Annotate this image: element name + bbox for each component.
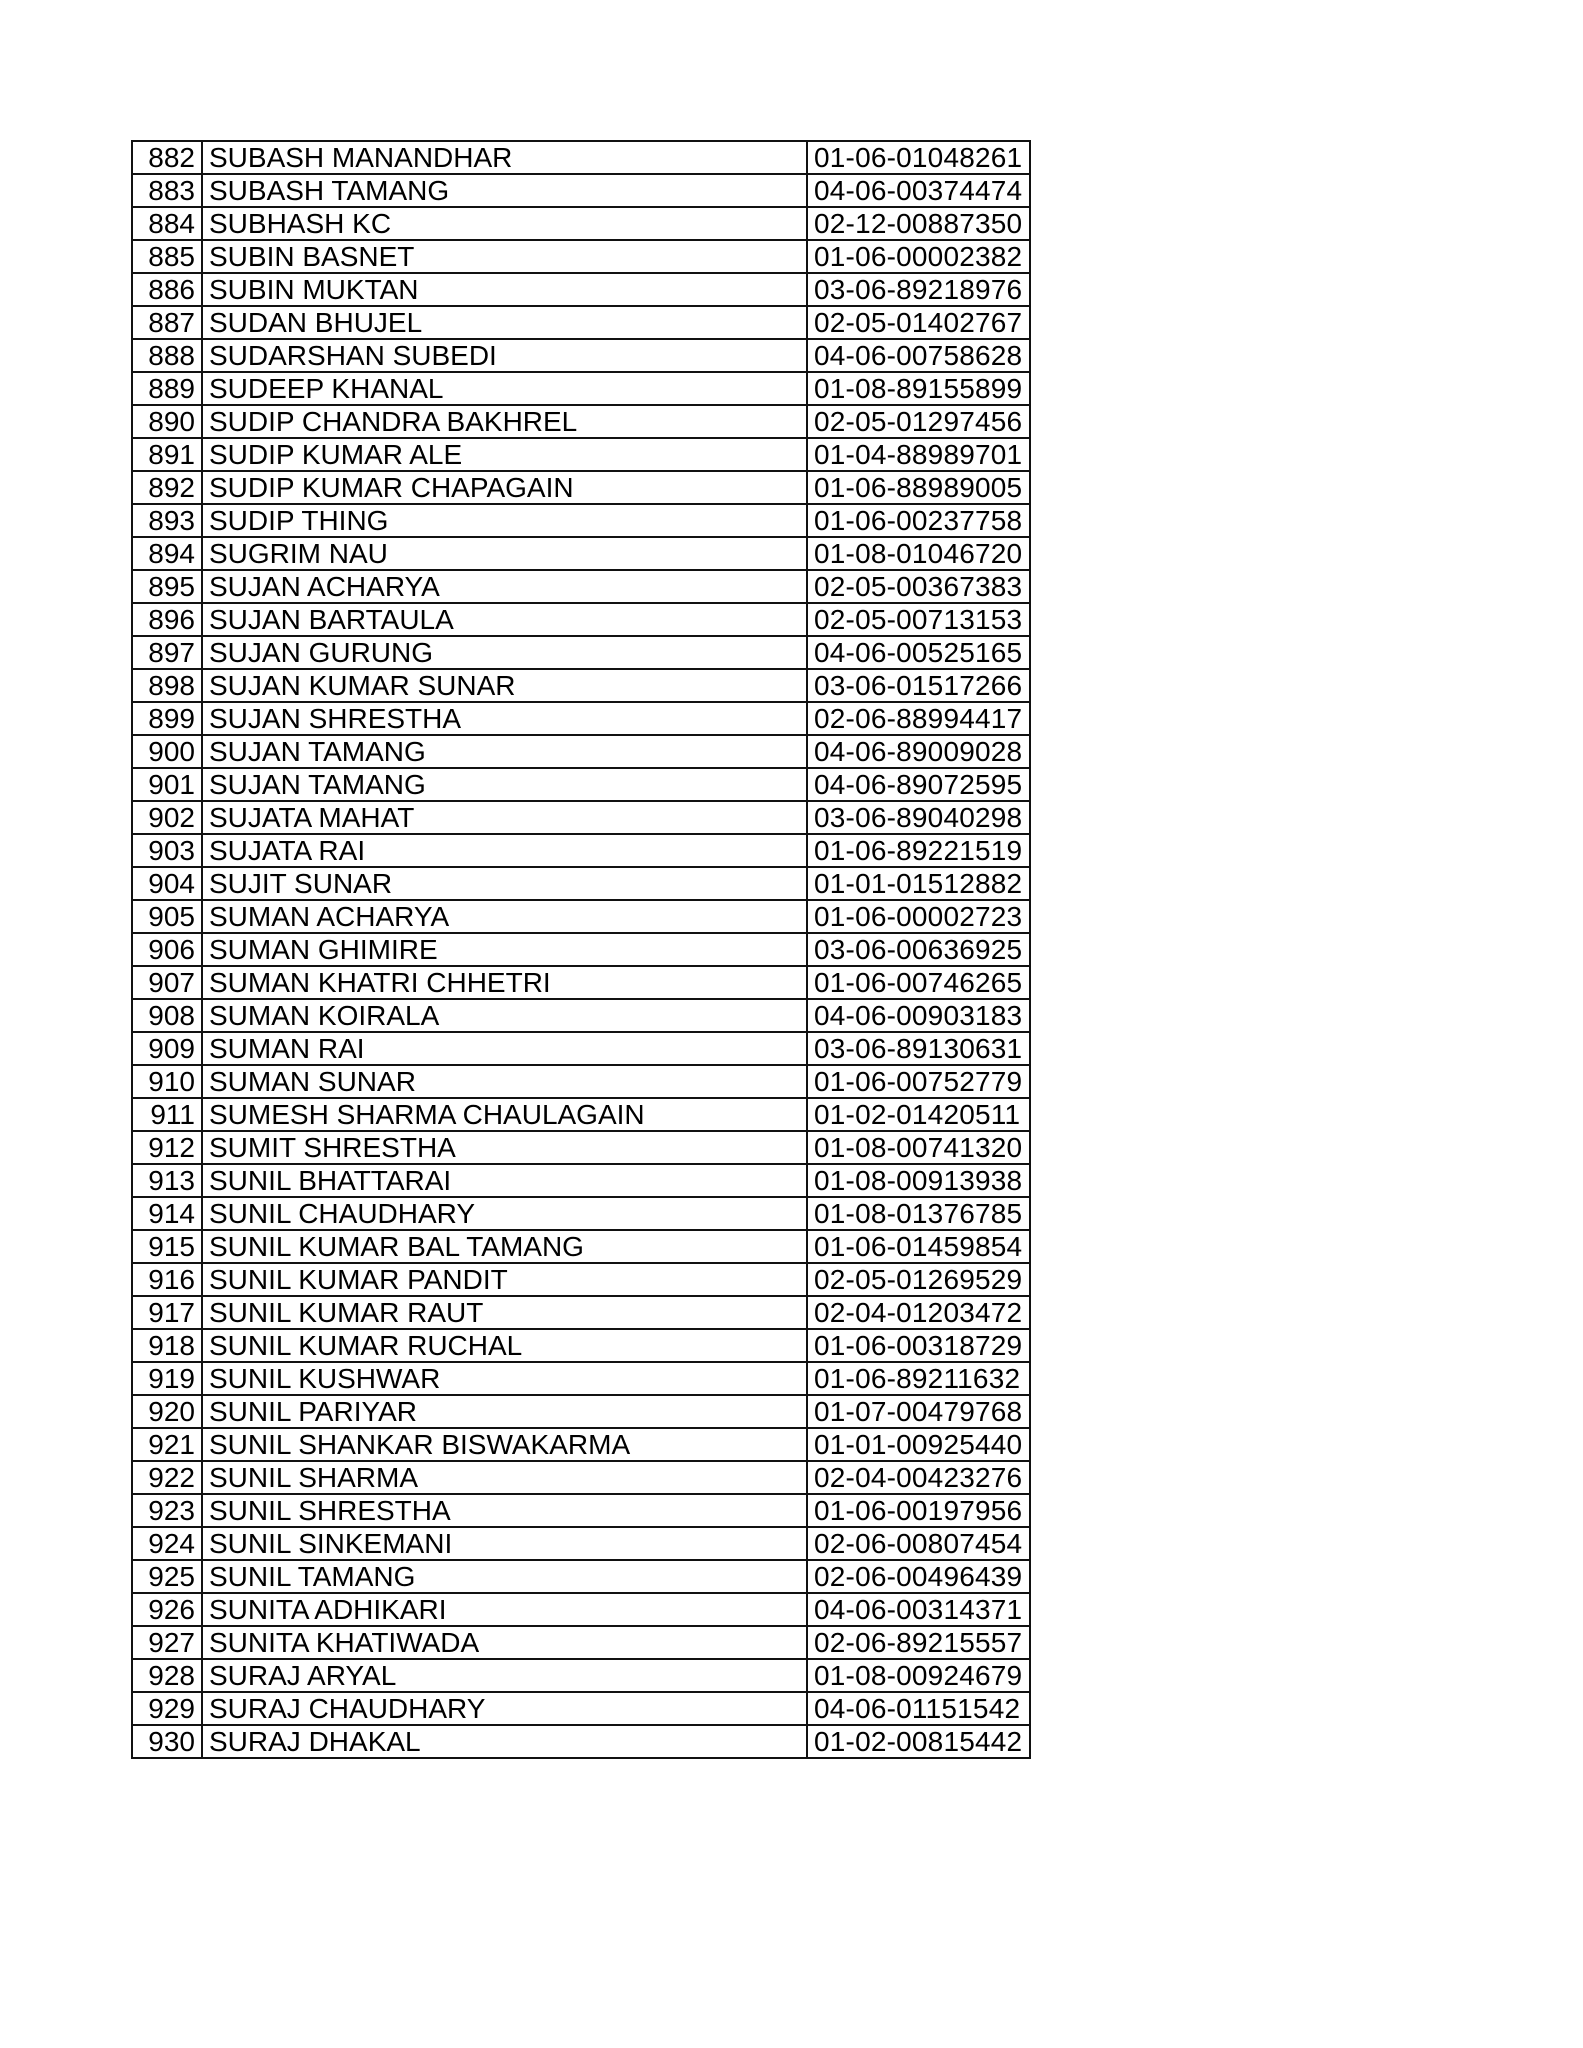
table-row [132, 570, 1030, 603]
serial-number-cell: 920 [132, 1395, 202, 1428]
id-number-cell: 01-02-01420511 [807, 1098, 1030, 1131]
id-number-cell: 02-05-01269529 [807, 1263, 1030, 1296]
name-cell: SUBIN BASNET [202, 240, 807, 273]
table-row [132, 801, 1030, 834]
name-cell: SUDIP KUMAR CHAPAGAIN [202, 471, 807, 504]
id-number-cell: 01-06-00237758 [807, 504, 1030, 537]
serial-number-cell: 918 [132, 1329, 202, 1362]
serial-number-cell: 923 [132, 1494, 202, 1527]
id-number-cell: 02-05-00367383 [807, 570, 1030, 603]
id-number-cell: 03-06-89130631 [807, 1032, 1030, 1065]
table-row [132, 867, 1030, 900]
table-row [132, 273, 1030, 306]
id-number-cell: 02-06-00807454 [807, 1527, 1030, 1560]
name-cell: SUJAN ACHARYA [202, 570, 807, 603]
serial-number-cell: 894 [132, 537, 202, 570]
id-number-cell: 01-06-89221519 [807, 834, 1030, 867]
table-row [132, 900, 1030, 933]
id-number-cell: 01-08-00741320 [807, 1131, 1030, 1164]
id-number-cell: 03-06-01517266 [807, 669, 1030, 702]
serial-number-cell: 890 [132, 405, 202, 438]
name-cell: SUBHASH KC [202, 207, 807, 240]
id-number-cell: 01-06-88989005 [807, 471, 1030, 504]
name-cell: SUMAN GHIMIRE [202, 933, 807, 966]
id-number-cell: 01-06-00002723 [807, 900, 1030, 933]
serial-number-cell: 921 [132, 1428, 202, 1461]
table-row [132, 1065, 1030, 1098]
name-cell: SUGRIM NAU [202, 537, 807, 570]
id-number-cell: 04-06-00314371 [807, 1593, 1030, 1626]
name-cell: SUNIL PARIYAR [202, 1395, 807, 1428]
name-cell: SUDIP THING [202, 504, 807, 537]
name-cell: SUMAN KHATRI CHHETRI [202, 966, 807, 999]
name-cell: SUJATA MAHAT [202, 801, 807, 834]
name-cell: SURAJ CHAUDHARY [202, 1692, 807, 1725]
serial-number-cell: 925 [132, 1560, 202, 1593]
table-row [132, 999, 1030, 1032]
serial-number-cell: 904 [132, 867, 202, 900]
id-number-cell: 02-05-01297456 [807, 405, 1030, 438]
serial-number-cell: 887 [132, 306, 202, 339]
table-row [132, 603, 1030, 636]
name-cell: SUNIL KUMAR RUCHAL [202, 1329, 807, 1362]
name-cell: SUBIN MUKTAN [202, 273, 807, 306]
id-number-cell: 01-08-01046720 [807, 537, 1030, 570]
name-cell: SUJAN KUMAR SUNAR [202, 669, 807, 702]
id-number-cell: 01-07-00479768 [807, 1395, 1030, 1428]
name-cell: SUNITA KHATIWADA [202, 1626, 807, 1659]
name-cell: SUJAN BARTAULA [202, 603, 807, 636]
id-number-cell: 02-05-01402767 [807, 306, 1030, 339]
name-cell: SUNIL CHAUDHARY [202, 1197, 807, 1230]
id-number-cell: 02-04-00423276 [807, 1461, 1030, 1494]
serial-number-cell: 888 [132, 339, 202, 372]
table-row [132, 636, 1030, 669]
table-row [132, 1428, 1030, 1461]
table-row [132, 1659, 1030, 1692]
name-cell: SUNIL KUSHWAR [202, 1362, 807, 1395]
table-row [132, 174, 1030, 207]
name-cell: SUDARSHAN SUBEDI [202, 339, 807, 372]
id-number-cell: 01-06-01048261 [807, 141, 1030, 174]
name-cell: SUDIP CHANDRA BAKHREL [202, 405, 807, 438]
name-cell: SUDIP KUMAR ALE [202, 438, 807, 471]
name-cell: SUDAN BHUJEL [202, 306, 807, 339]
serial-number-cell: 907 [132, 966, 202, 999]
table-row [132, 1032, 1030, 1065]
table-row [132, 834, 1030, 867]
name-cell: SUMAN KOIRALA [202, 999, 807, 1032]
id-number-cell: 02-05-00713153 [807, 603, 1030, 636]
serial-number-cell: 900 [132, 735, 202, 768]
serial-number-cell: 919 [132, 1362, 202, 1395]
name-cell: SUNIL KUMAR PANDIT [202, 1263, 807, 1296]
serial-number-cell: 884 [132, 207, 202, 240]
serial-number-cell: 882 [132, 141, 202, 174]
name-cell: SUJAN SHRESTHA [202, 702, 807, 735]
table-row [132, 537, 1030, 570]
id-number-cell: 03-06-89218976 [807, 273, 1030, 306]
id-number-cell: 02-06-00496439 [807, 1560, 1030, 1593]
table-row [132, 1197, 1030, 1230]
id-number-cell: 01-08-01376785 [807, 1197, 1030, 1230]
serial-number-cell: 906 [132, 933, 202, 966]
id-number-cell: 01-08-00924679 [807, 1659, 1030, 1692]
table-row [132, 1560, 1030, 1593]
name-cell: SUNIL TAMANG [202, 1560, 807, 1593]
id-number-cell: 01-06-00752779 [807, 1065, 1030, 1098]
id-number-cell: 02-12-00887350 [807, 207, 1030, 240]
serial-number-cell: 915 [132, 1230, 202, 1263]
name-list-table [131, 140, 1031, 1759]
table-row [132, 1230, 1030, 1263]
table-row [132, 1263, 1030, 1296]
table-row [132, 207, 1030, 240]
serial-number-cell: 893 [132, 504, 202, 537]
serial-number-cell: 901 [132, 768, 202, 801]
serial-number-cell: 886 [132, 273, 202, 306]
name-cell: SURAJ DHAKAL [202, 1725, 807, 1758]
table-row [132, 471, 1030, 504]
serial-number-cell: 917 [132, 1296, 202, 1329]
name-cell: SUBASH MANANDHAR [202, 141, 807, 174]
table-row [132, 1164, 1030, 1197]
id-number-cell: 04-06-00903183 [807, 999, 1030, 1032]
id-number-cell: 01-01-00925440 [807, 1428, 1030, 1461]
name-cell: SUMIT SHRESTHA [202, 1131, 807, 1164]
id-number-cell: 01-06-89211632 [807, 1362, 1030, 1395]
name-cell: SUJAN TAMANG [202, 735, 807, 768]
serial-number-cell: 896 [132, 603, 202, 636]
serial-number-cell: 913 [132, 1164, 202, 1197]
serial-number-cell: 930 [132, 1725, 202, 1758]
id-number-cell: 04-06-00525165 [807, 636, 1030, 669]
serial-number-cell: 897 [132, 636, 202, 669]
table-row [132, 933, 1030, 966]
name-cell: SUNIL KUMAR RAUT [202, 1296, 807, 1329]
table-row [132, 405, 1030, 438]
serial-number-cell: 891 [132, 438, 202, 471]
id-number-cell: 01-06-00002382 [807, 240, 1030, 273]
serial-number-cell: 908 [132, 999, 202, 1032]
table-row [132, 1395, 1030, 1428]
serial-number-cell: 903 [132, 834, 202, 867]
serial-number-cell: 916 [132, 1263, 202, 1296]
id-number-cell: 01-06-01459854 [807, 1230, 1030, 1263]
table-row [132, 966, 1030, 999]
id-number-cell: 04-06-01151542 [807, 1692, 1030, 1725]
table-row [132, 240, 1030, 273]
serial-number-cell: 883 [132, 174, 202, 207]
serial-number-cell: 929 [132, 1692, 202, 1725]
name-cell: SUNIL BHATTARAI [202, 1164, 807, 1197]
name-cell: SUDEEP KHANAL [202, 372, 807, 405]
serial-number-cell: 909 [132, 1032, 202, 1065]
name-cell: SUNITA ADHIKARI [202, 1593, 807, 1626]
id-number-cell: 03-06-00636925 [807, 933, 1030, 966]
id-number-cell: 01-06-00318729 [807, 1329, 1030, 1362]
table-row [132, 1098, 1030, 1131]
serial-number-cell: 905 [132, 900, 202, 933]
id-number-cell: 03-06-89040298 [807, 801, 1030, 834]
serial-number-cell: 911 [132, 1098, 202, 1131]
id-number-cell: 04-06-00758628 [807, 339, 1030, 372]
serial-number-cell: 910 [132, 1065, 202, 1098]
name-cell: SUMAN ACHARYA [202, 900, 807, 933]
name-cell: SUJATA RAI [202, 834, 807, 867]
table-row [132, 1362, 1030, 1395]
serial-number-cell: 914 [132, 1197, 202, 1230]
id-number-cell: 01-02-00815442 [807, 1725, 1030, 1758]
table-row [132, 339, 1030, 372]
id-number-cell: 01-08-00913938 [807, 1164, 1030, 1197]
serial-number-cell: 924 [132, 1527, 202, 1560]
serial-number-cell: 922 [132, 1461, 202, 1494]
serial-number-cell: 926 [132, 1593, 202, 1626]
id-number-cell: 04-06-89072595 [807, 768, 1030, 801]
serial-number-cell: 927 [132, 1626, 202, 1659]
table-row [132, 438, 1030, 471]
id-number-cell: 02-06-89215557 [807, 1626, 1030, 1659]
id-number-cell: 01-06-00746265 [807, 966, 1030, 999]
table-row [132, 768, 1030, 801]
serial-number-cell: 899 [132, 702, 202, 735]
name-cell: SUNIL SHARMA [202, 1461, 807, 1494]
id-number-cell: 01-06-00197956 [807, 1494, 1030, 1527]
serial-number-cell: 892 [132, 471, 202, 504]
name-cell: SUNIL SINKEMANI [202, 1527, 807, 1560]
name-cell: SUJIT SUNAR [202, 867, 807, 900]
table-row [132, 1593, 1030, 1626]
table-body [132, 141, 1030, 1758]
name-cell: SUMAN RAI [202, 1032, 807, 1065]
table-row [132, 372, 1030, 405]
serial-number-cell: 912 [132, 1131, 202, 1164]
name-cell: SUJAN GURUNG [202, 636, 807, 669]
id-number-cell: 01-01-01512882 [807, 867, 1030, 900]
serial-number-cell: 895 [132, 570, 202, 603]
id-number-cell: 01-08-89155899 [807, 372, 1030, 405]
table-row [132, 735, 1030, 768]
table-row [132, 1692, 1030, 1725]
name-cell: SUBASH TAMANG [202, 174, 807, 207]
table-row [132, 702, 1030, 735]
name-cell: SUNIL KUMAR BAL TAMANG [202, 1230, 807, 1263]
serial-number-cell: 898 [132, 669, 202, 702]
table-row [132, 669, 1030, 702]
name-cell: SUMESH SHARMA CHAULAGAIN [202, 1098, 807, 1131]
table-row [132, 1461, 1030, 1494]
serial-number-cell: 889 [132, 372, 202, 405]
name-cell: SUNIL SHRESTHA [202, 1494, 807, 1527]
table-row [132, 1725, 1030, 1758]
name-cell: SUJAN TAMANG [202, 768, 807, 801]
table-row [132, 1296, 1030, 1329]
id-number-cell: 04-06-00374474 [807, 174, 1030, 207]
table-row [132, 1626, 1030, 1659]
serial-number-cell: 902 [132, 801, 202, 834]
table-row [132, 141, 1030, 174]
id-number-cell: 02-04-01203472 [807, 1296, 1030, 1329]
table-row [132, 1329, 1030, 1362]
name-cell: SUNIL SHANKAR BISWAKARMA [202, 1428, 807, 1461]
table-row [132, 504, 1030, 537]
serial-number-cell: 885 [132, 240, 202, 273]
id-number-cell: 02-06-88994417 [807, 702, 1030, 735]
name-cell: SUMAN SUNAR [202, 1065, 807, 1098]
id-number-cell: 01-04-88989701 [807, 438, 1030, 471]
table-row [132, 306, 1030, 339]
id-number-cell: 04-06-89009028 [807, 735, 1030, 768]
name-cell: SURAJ ARYAL [202, 1659, 807, 1692]
table-row [132, 1494, 1030, 1527]
table-row [132, 1527, 1030, 1560]
table-row [132, 1131, 1030, 1164]
serial-number-cell: 928 [132, 1659, 202, 1692]
